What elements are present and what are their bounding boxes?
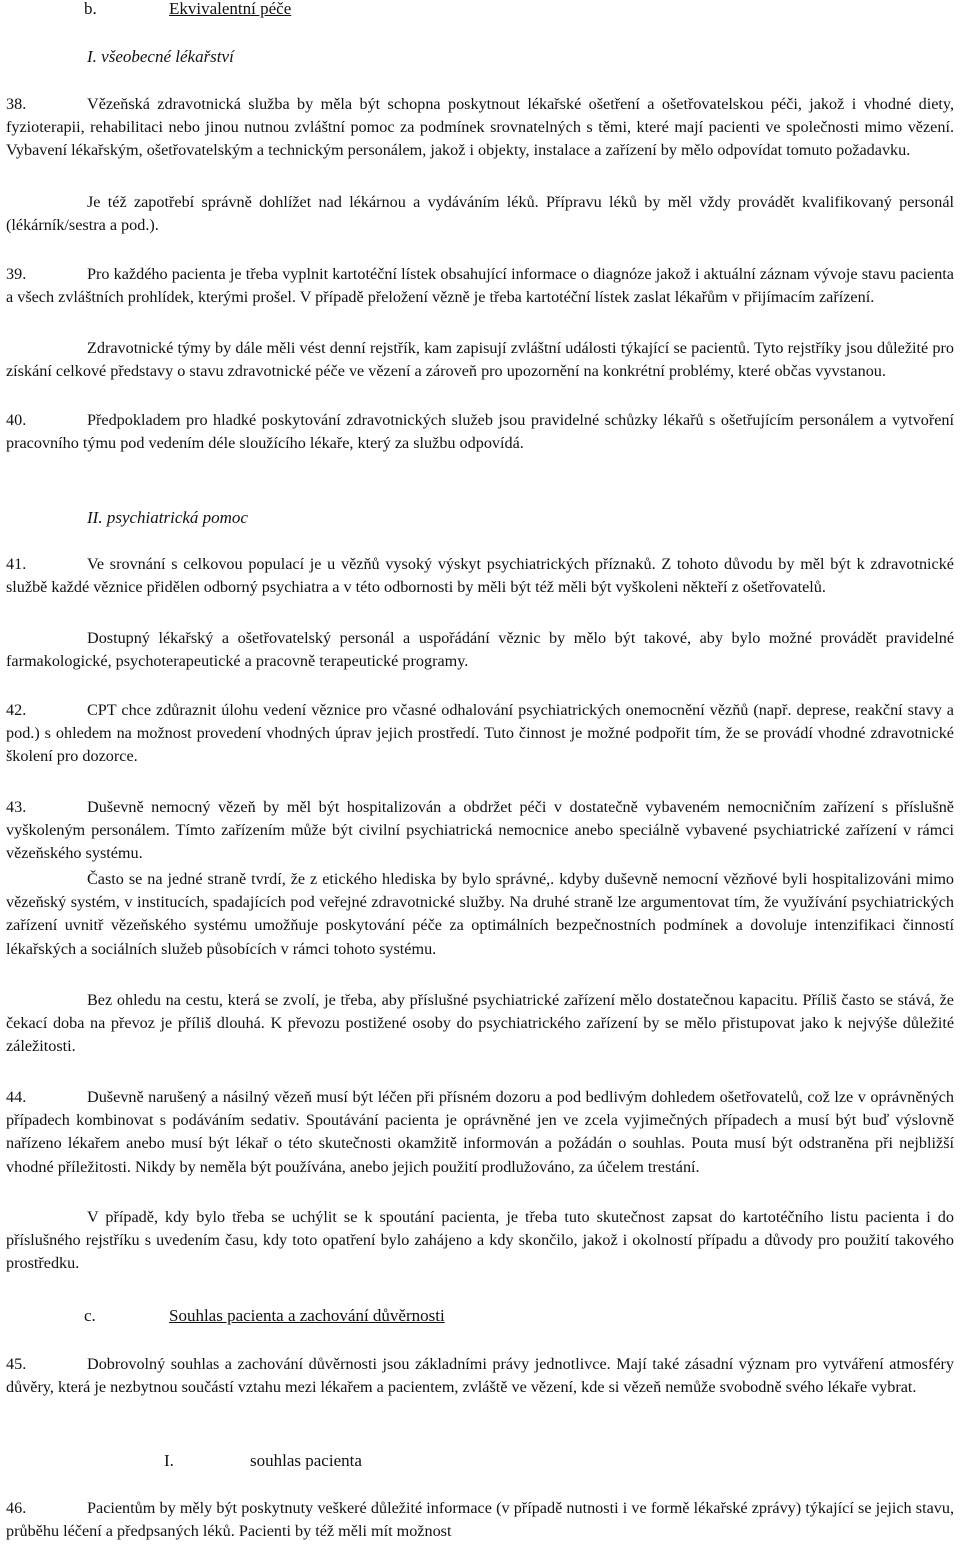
paragraph-text: Ve srovnání s celkovou populací je u vězňů vysoký výskyt psychiatrických příznaků. Z tohoto důvodu by měl být k zdravotnické službě každé věznice přidělen odborný psychiatra a v této odbornosti by měli být též měli být vyškoleni někteří z ošetřovatelů. (6, 555, 954, 597)
paragraph-41 (6, 553, 954, 599)
paragraph-text: CPT chce zdůraznit úlohu vedení věznice pro včasné odhalování psychiatrických onemocnění vězňů (např. deprese, reakční stavy a pod.) s ohledem na možnost provedení vhodných úprav jejich prostředí. Tuto činnost je možné podpořit tím, že se provádí vhodné zdravotnické školení pro dozorce. (6, 701, 954, 766)
paragraph-number: 38. (6, 95, 27, 113)
paragraph-number: 39. (6, 265, 27, 283)
paragraph-text: Duševně nemocný vězeň by měl být hospitalizován a obdržet péči v dostatečně vybaveném nemocničním zařízení s příslušně vyškoleným personálem. Tímto zařízením může být civilní psychiatrická nemocnice anebo speciálně vybavené psychiatrické zařízení v rámci vězeňského systému. (6, 798, 954, 863)
paragraph-40 (6, 409, 954, 455)
paragraph-text: Dobrovolný souhlas a zachování důvěrnosti jsou základními právy jednotlivce. Mají také zásadní význam pro vytváření atmosféry důvěry, která je nezbytnou součástí vztahu mezi lékařem a pacientem, zvláště ve vězení, kde si vězeň nemůže svobodně svého lékaře vybrat. (6, 1355, 954, 1397)
section-label-c: c. (84, 1306, 96, 1325)
subsection-title: souhlas pacienta (250, 1451, 362, 1470)
paragraph-41-continued: Dostupný lékařský a ošetřovatelský personál a uspořádání věznic by mělo být takové, aby bylo možné provádět pravidelné farmakologické, psychoterapeutické a pracovně terapeutické programy. (6, 629, 954, 671)
subsection-label: I. (164, 1451, 174, 1470)
paragraph-44-continued: V případě, kdy bylo třeba se uchýlit se k spoutání pacienta, je třeba tuto skutečnost zapsat do kartotéčního listu pacienta i do příslušného rejstříku s uvedením času, kdy toto opatření bylo zahájeno a kdy skončilo, jakož i okolností případu a důvody pro použití takového prostředku. (6, 1208, 954, 1273)
paragraph-number: 42. (6, 701, 27, 719)
paragraph-text: Vězeňská zdravotnická služba by měla být schopna poskytnout lékařské ošetření a ošetřovatelskou péči, jakož i vhodné diety, fyzioterapii, rehabilitaci nebo jinou nutnou zvláštní pomoc za podmínek srovnatelných s těmi, které mají pacienti ve společnosti mimo vězení. Vybavení lékařským, ošetřovatelským a technickým personálem, jakož i objekty, instalace a zařízení by mělo odpovídat tomuto požadavku. (6, 95, 954, 160)
paragraph-text: Předpokladem pro hladké poskytování zdravotnických služeb jsou pravidelné schůzky lékařů s ošetřujícím personálem a vytvoření pracovního týmu pod vedením déle sloužícího lékaře, který za službu odpovídá. (6, 411, 954, 453)
paragraph-number: 40. (6, 411, 27, 429)
subsection-heading-general-medicine: I. všeobecné lékařství (87, 47, 234, 66)
paragraph-number: 45. (6, 1355, 27, 1373)
paragraph-38-continued: Je též zapotřebí správně dohlížet nad lékárnou a vydáváním léků. Přípravu léků by měl vždy provádět kvalifikovaný personál (lékárník/sestra a pod.). (6, 193, 954, 235)
paragraph-text: Pro každého pacienta je třeba vyplnit kartotéční lístek obsahující informace o diagnóze jakož i aktuální záznam vývoje stavu pacienta a všech zvláštních prohlídek, kterými prošel. V případě přeložení vězně je třeba kartotéční lístek zaslat lékařům v přijímacím zařízení. (6, 265, 954, 307)
paragraph-45 (6, 1353, 954, 1399)
section-title-b: Ekvivalentní péče (169, 0, 292, 18)
paragraph-43 (6, 796, 954, 866)
section-title-c: Souhlas pacienta a zachování důvěrnosti (169, 1306, 445, 1325)
paragraph-text: Pacientům by měly být poskytnuty veškeré důležité informace (v případě nutnosti i ve formě lékařské zprávy) týkající se jejich stavu, průběhu léčení a předpsaných léků. Pacienti by též měli mít možnost (6, 1499, 954, 1541)
paragraph-43-continued: Často se na jedné straně tvrdí, že z etického hlediska by bylo správné,. kdyby duševně nemocní vězňové byli hospitalizováni mimo vězeňský systém, v institucích, spadajících pod veřejné zdravotnické služby. Na druhé straně lze argumentovat tím, že využívání psychiatrických zařízení uvnitř vězeňského systému umožňuje poskytování péče za optimálních bezpečnostních podmínek a dovoluje intenzifikaci činností lékařských a sociálních služeb působících v rámci tohoto systému. (6, 870, 954, 958)
paragraph-39-continued: Zdravotnické týmy by dále měli vést denní rejstřík, kam zapisují zvláštní události týkající se pacientů. Tyto rejstříky jsou důležité pro získání celkové představy o stavu zdravotnické péče ve vězení a zároveň pro upozornění na konkrétní problémy, které občas vyvstanou. (6, 339, 954, 381)
paragraph-number: 43. (6, 798, 27, 816)
paragraph-number: 44. (6, 1088, 27, 1106)
subsection-heading-psychiatric-care: II. psychiatrická pomoc (87, 508, 248, 527)
paragraph-44 (6, 1086, 954, 1179)
paragraph-46 (6, 1497, 954, 1543)
paragraph-text: Duševně narušený a násilný vězeň musí být léčen při přísném dozoru a pod bedlivým dohledem ošetřovatelů, což lze v oprávněných případech kombinovat s podáváním sedativ. Spoutávání pacienta je oprávněné jen ve zcela vyjimečných případech a musí být buď výslovně nařízeno lékařem anebo musí být lékař o této skutečnosti okamžitě informován a požádán o souhlas. Pouta musí být odstraněna při nejbližší vhodné příležitosti. Nikdy by neměla být používána, anebo jejich použití prodlužováno, za účelem trestání. (6, 1088, 954, 1176)
subsection-heading-patient-consent (164, 1449, 362, 1472)
paragraph-38 (6, 93, 954, 163)
section-heading-b (84, 0, 292, 20)
paragraph-number: 41. (6, 555, 27, 573)
section-heading-c (84, 1304, 445, 1327)
paragraph-number: 46. (6, 1499, 27, 1517)
paragraph-42 (6, 699, 954, 769)
paragraph-39 (6, 263, 954, 309)
paragraph-43-continued-2: Bez ohledu na cestu, která se zvolí, je třeba, aby příslušné psychiatrické zařízení mělo dostatečnou kapacitu. Příliš často se stává, že čekací doba na převoz je příliš dlouhá. K převozu postižené osoby do psychiatrického zařízení by se mělo přistupovat jako k nejvýše důležité záležitosti. (6, 991, 954, 1056)
section-label-b: b. (84, 0, 97, 18)
